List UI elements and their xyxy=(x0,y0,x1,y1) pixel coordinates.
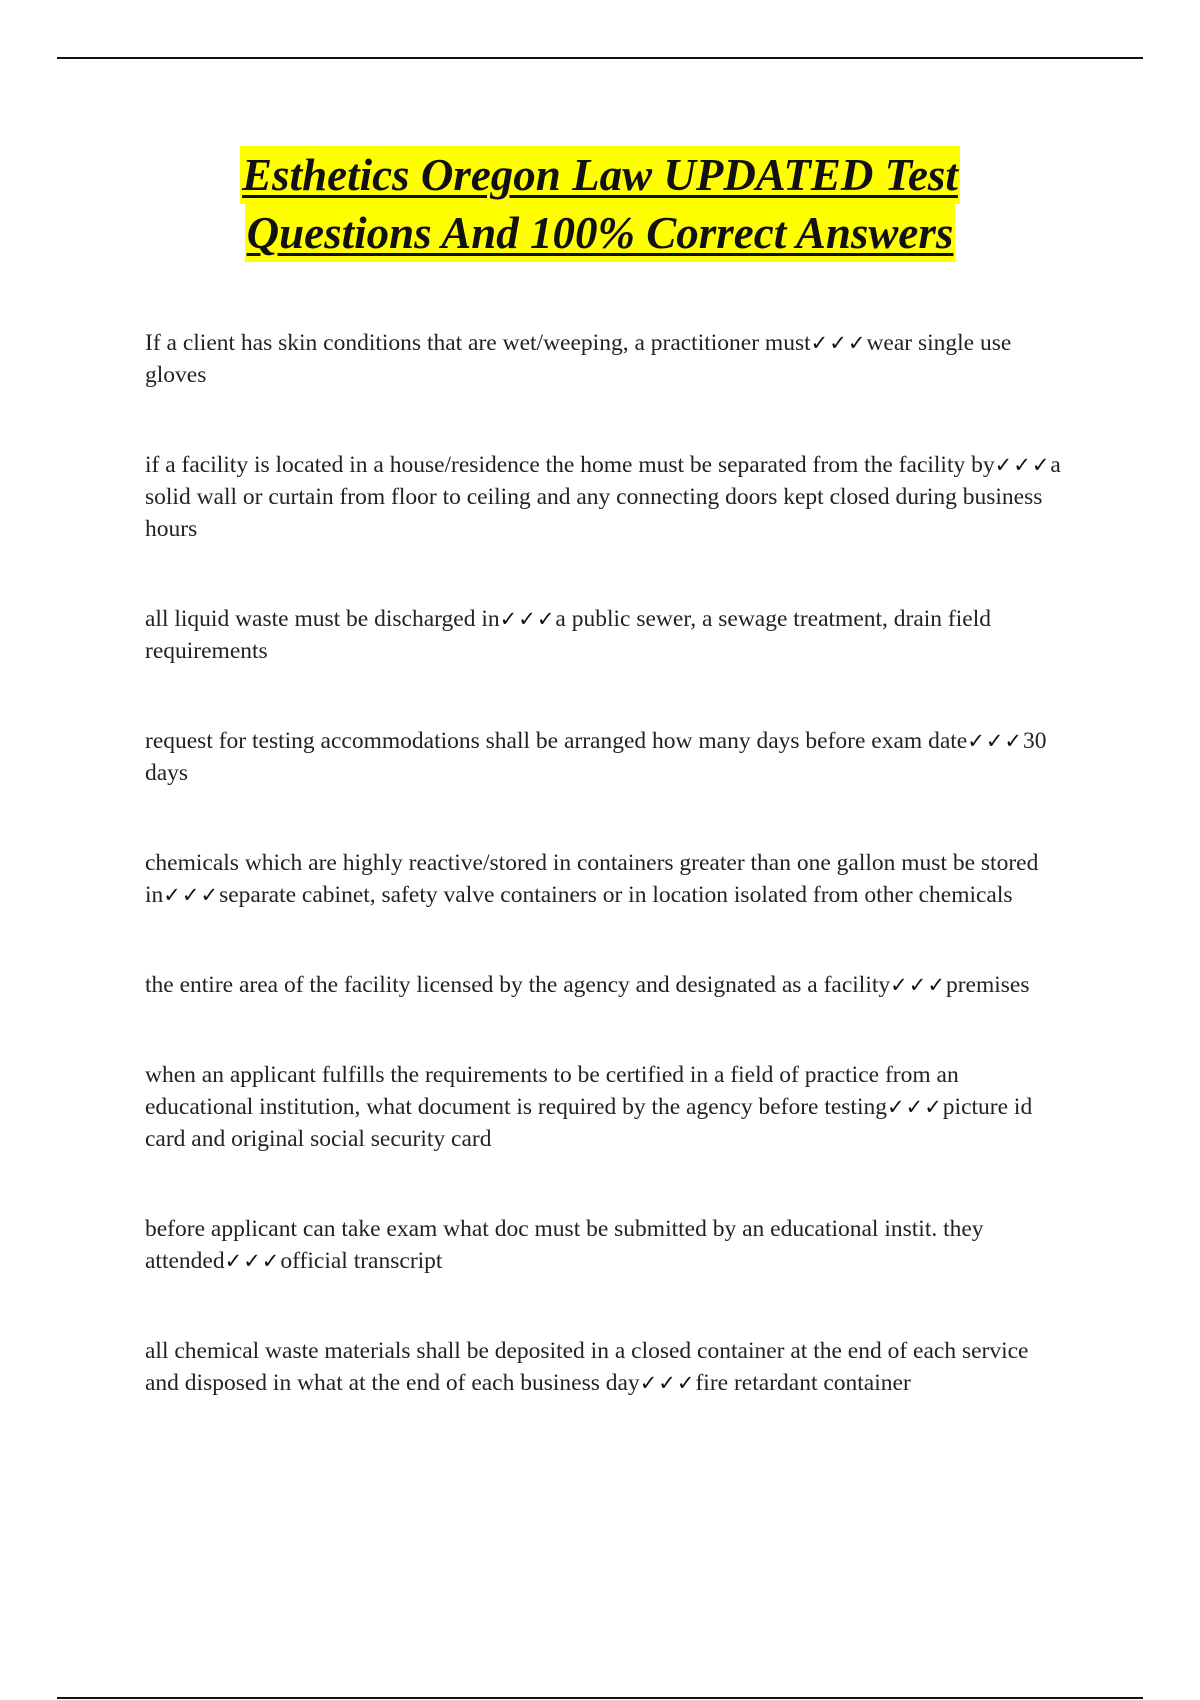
answer-text: picture id card and original social security card xyxy=(145,1094,1033,1152)
qa-item-2 xyxy=(145,449,1065,545)
check-marks-icon: ✓✓✓ xyxy=(890,973,946,997)
answer-text: a solid wall or curtain from floor to ceiling and any connecting doors kept closed during business hours xyxy=(145,452,1061,542)
bottom-divider xyxy=(57,1697,1143,1699)
question-text: request for testing accommodations shall be arranged how many days before exam date xyxy=(145,728,968,754)
question-text: all chemical waste materials shall be deposited in a closed container at the end of each service and disposed in what at the end of each business day xyxy=(145,1338,1029,1396)
answer-text: 30 days xyxy=(145,728,1047,786)
check-marks-icon: ✓✓✓ xyxy=(887,1095,943,1119)
qa-item-7 xyxy=(145,1059,1065,1155)
question-text: chemicals which are highly reactive/stored in containers greater than one gallon must be stored in xyxy=(145,850,1039,908)
qa-item-4 xyxy=(145,725,1065,789)
answer-text: separate cabinet, safety valve containers or in location isolated from other chemicals xyxy=(219,882,1013,908)
question-text: if a facility is located in a house/residence the home must be separated from the facility by xyxy=(145,452,995,478)
answer-text: a public sewer, a sewage treatment, drain field requirements xyxy=(145,606,991,664)
question-text: when an applicant fulfills the requirements to be certified in a field of practice from an educational institution, what document is required by the agency before testing xyxy=(145,1062,959,1120)
title-line-1: Esthetics Oregon Law UPDATED Test xyxy=(240,146,960,204)
answer-text: official transcript xyxy=(280,1248,443,1274)
check-marks-icon: ✓✓✓ xyxy=(810,331,867,355)
check-marks-icon: ✓✓✓ xyxy=(967,729,1024,753)
answer-text: wear single use gloves xyxy=(145,330,1012,388)
qa-item-8 xyxy=(145,1213,1065,1277)
question-text: before applicant can take exam what doc must be submitted by an educational instit. they attended xyxy=(145,1216,984,1274)
question-text: the entire area of the facility licensed by the agency and designated as a facility xyxy=(145,972,891,998)
question-text: all liquid waste must be discharged in xyxy=(145,606,500,632)
qa-item-1 xyxy=(145,327,1065,391)
qa-item-9 xyxy=(145,1335,1065,1399)
top-divider xyxy=(57,57,1143,59)
check-marks-icon: ✓✓✓ xyxy=(639,1371,696,1395)
question-text: If a client has skin conditions that are wet/weeping, a practitioner must xyxy=(145,330,811,356)
check-marks-icon: ✓✓✓ xyxy=(499,607,556,631)
title-line-2: Questions And 100% Correct Answers xyxy=(245,204,956,262)
qa-item-3 xyxy=(145,603,1065,667)
check-marks-icon: ✓✓✓ xyxy=(994,453,1051,477)
qa-list xyxy=(145,327,1065,1457)
qa-item-5 xyxy=(145,847,1065,911)
check-marks-icon: ✓✓✓ xyxy=(163,883,220,907)
check-marks-icon: ✓✓✓ xyxy=(224,1249,281,1273)
qa-item-6 xyxy=(145,969,1065,1001)
answer-text: premises xyxy=(945,972,1030,998)
document-title xyxy=(0,146,1200,262)
answer-text: fire retardant container xyxy=(695,1370,911,1396)
